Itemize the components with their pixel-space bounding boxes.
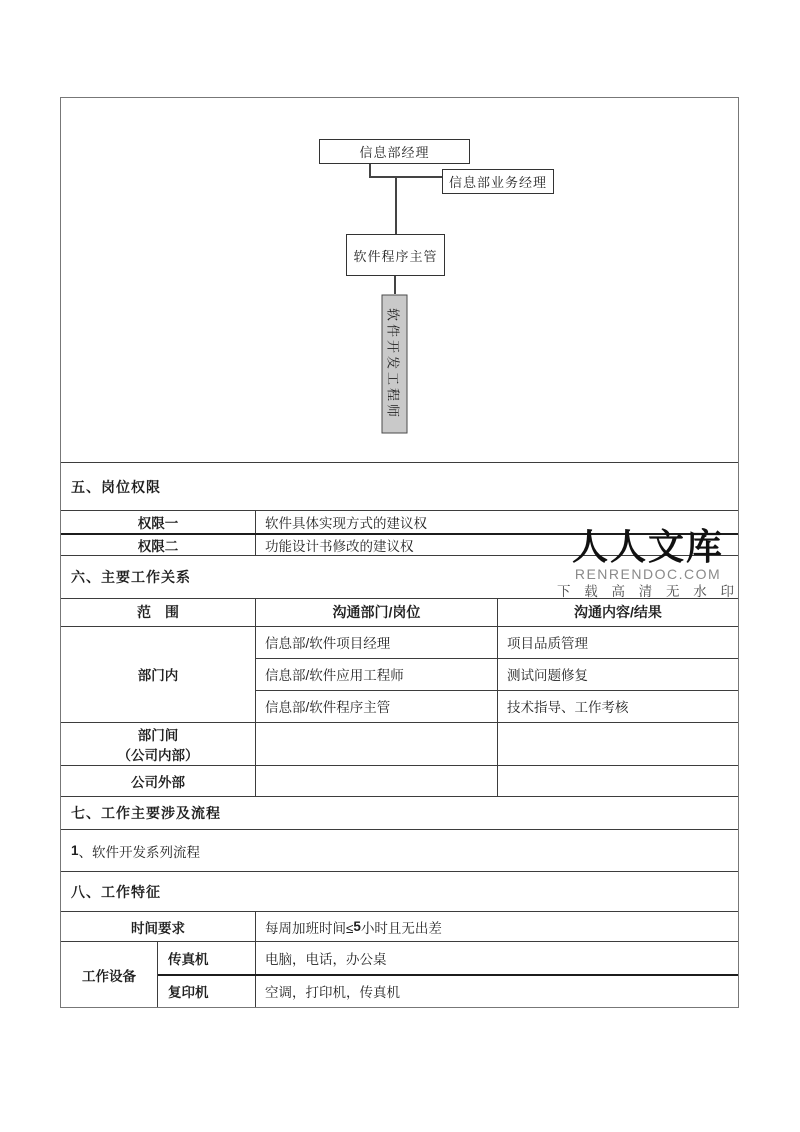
between-dept-cell bbox=[256, 723, 498, 765]
watermark-domain: RENRENDOC.COM bbox=[574, 566, 722, 582]
header-scope: 范 围 bbox=[61, 599, 256, 626]
between-label-line1: 部门间 bbox=[137, 727, 179, 743]
external-scope-label: 公司外部 bbox=[61, 766, 256, 797]
internal-content-3: 技术指导、工作考核 bbox=[507, 700, 629, 716]
process-item-number: 1 bbox=[71, 843, 79, 859]
equipment-label: 工作设备 bbox=[61, 942, 158, 1007]
equipment-2-label: 复印机 bbox=[158, 976, 256, 1007]
org-connector-line bbox=[394, 276, 396, 294]
internal-content-2: 测试问题修复 bbox=[507, 668, 588, 684]
authority-2-value: 功能设计书修改的建议权 bbox=[265, 539, 414, 555]
header-content: 沟通内容/结果 bbox=[574, 604, 662, 621]
time-value-pre: 每周加班时间≤ bbox=[265, 920, 354, 936]
section-authority-title: 五、岗位权限 bbox=[71, 478, 161, 495]
watermark-brand: 人人文库 bbox=[571, 526, 724, 568]
relations-internal-block bbox=[61, 626, 738, 722]
internal-dept-2: 信息部/软件应用工程师 bbox=[256, 659, 498, 690]
between-content-cell bbox=[498, 723, 738, 765]
time-value-post: 小时且无出差 bbox=[360, 920, 442, 936]
table-row bbox=[256, 658, 738, 690]
equipment-rows bbox=[158, 942, 738, 1007]
org-connector-line bbox=[369, 176, 449, 178]
org-node-manager: 信息部经理 bbox=[319, 139, 470, 164]
internal-content-1: 项目品质管理 bbox=[507, 636, 588, 652]
table-row bbox=[158, 974, 738, 1007]
external-content-cell bbox=[498, 766, 738, 797]
section-process-title: 七、工作主要涉及流程 bbox=[71, 805, 221, 822]
process-item-text: 、软件开发系列流程 bbox=[78, 844, 201, 860]
header-dept: 沟通部门/岗位 bbox=[256, 599, 498, 626]
internal-dept-1: 信息部/软件项目经理 bbox=[256, 627, 498, 658]
equipment-1-label: 传真机 bbox=[158, 942, 256, 973]
table-row bbox=[61, 911, 738, 941]
time-value-number: 5 bbox=[353, 919, 361, 935]
table-row bbox=[61, 722, 738, 765]
internal-dept-3: 信息部/软件程序主管 bbox=[256, 691, 498, 722]
table-row bbox=[158, 942, 738, 973]
org-node-supervisor: 软件程序主管 bbox=[346, 234, 445, 276]
process-item-row bbox=[61, 829, 738, 871]
section-authority bbox=[61, 462, 738, 510]
authority-1-label: 权限一 bbox=[61, 511, 256, 533]
external-dept-cell bbox=[256, 766, 498, 797]
table-row bbox=[256, 627, 738, 658]
between-label-line2: （公司内部） bbox=[117, 747, 199, 763]
between-scope-label bbox=[61, 723, 256, 765]
equipment-1-value: 电脑，电话，办公桌 bbox=[265, 951, 387, 967]
section-process bbox=[61, 796, 738, 829]
equipment-2-value: 空调，打印机，传真机 bbox=[265, 985, 400, 1001]
authority-1-value: 软件具体实现方式的建议权 bbox=[265, 516, 427, 532]
relations-header-row bbox=[61, 598, 738, 626]
process-item bbox=[61, 830, 738, 871]
authority-2-label: 权限二 bbox=[61, 535, 256, 555]
time-label: 时间要求 bbox=[61, 912, 256, 941]
table-row bbox=[256, 690, 738, 722]
time-value bbox=[256, 912, 738, 941]
org-node-business-manager: 信息部业务经理 bbox=[442, 169, 554, 194]
equipment-block bbox=[61, 941, 738, 1007]
section-characteristics-title: 八、工作特征 bbox=[71, 883, 161, 900]
internal-rows bbox=[256, 627, 738, 722]
watermark bbox=[548, 528, 748, 600]
internal-scope-label: 部门内 bbox=[61, 627, 256, 722]
org-connector-line bbox=[395, 176, 397, 234]
org-node-engineer: 软件开发工程师 bbox=[382, 295, 408, 434]
watermark-tagline: 下 载 高 清 无 水 印 bbox=[556, 584, 739, 599]
section-characteristics bbox=[61, 871, 738, 911]
table-row bbox=[61, 765, 738, 797]
section-relations-title: 六、主要工作关系 bbox=[71, 568, 191, 585]
org-chart-section bbox=[61, 98, 738, 462]
